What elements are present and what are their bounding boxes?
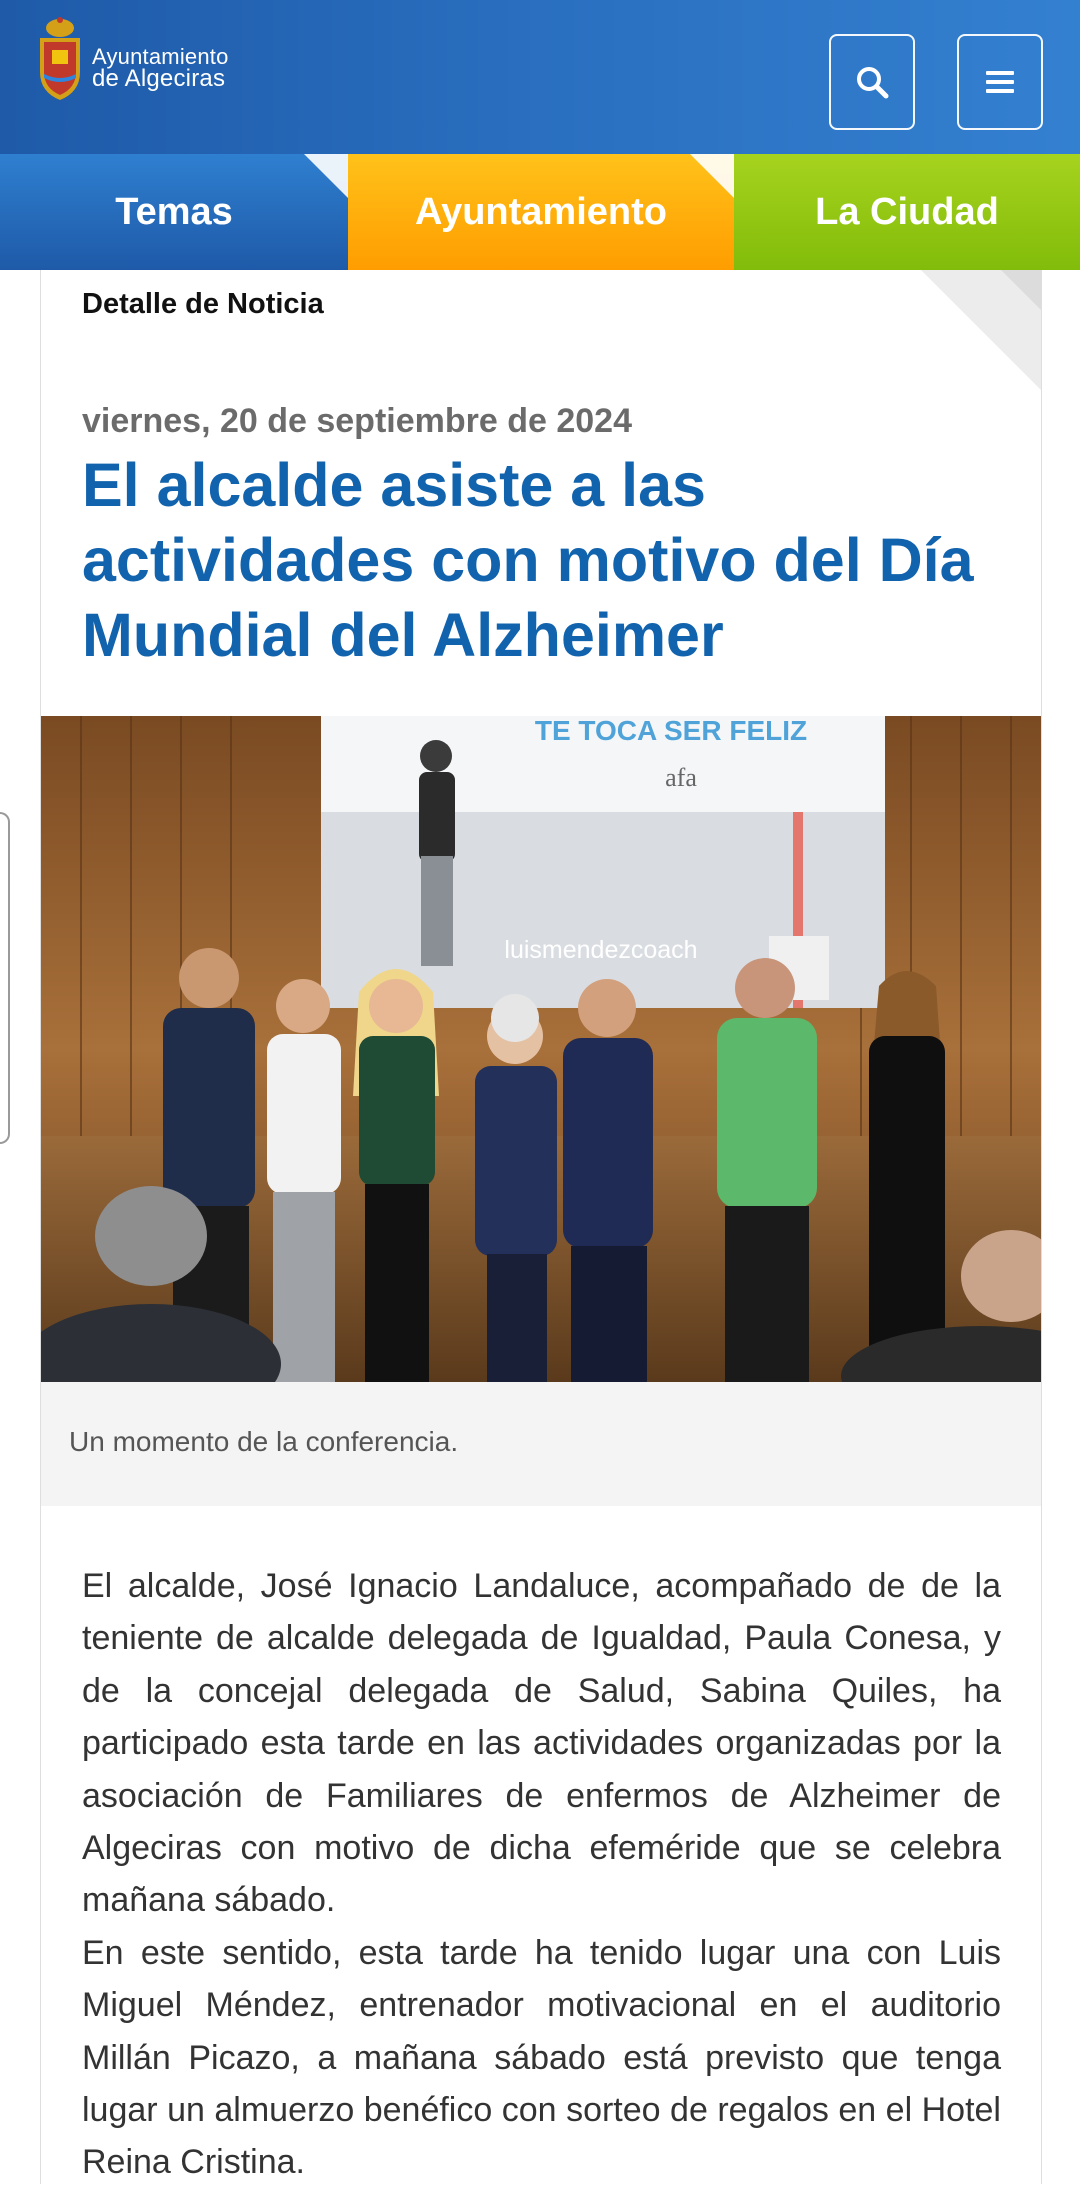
photo-caption: Un momento de la conferencia. — [69, 1426, 459, 1457]
caption-box — [41, 1382, 1041, 1506]
side-drawer-handle[interactable] — [0, 812, 10, 1144]
news-photo[interactable] — [41, 716, 1041, 1382]
logo-line-1: Ayuntamiento — [92, 44, 229, 69]
page-title: El alcalde asiste a las actividades con motivo del Día Mundial del Alzheimer — [82, 451, 974, 669]
tab-temas[interactable] — [0, 154, 348, 270]
main-nav — [0, 154, 1080, 270]
screen-brand: afa — [665, 763, 697, 792]
screen-heading: TE TOCA SER FELIZ — [534, 716, 808, 746]
search-icon — [855, 65, 889, 99]
logo-line-2: de Algeciras — [92, 65, 226, 92]
hamburger-menu-icon — [984, 68, 1016, 96]
article-body — [82, 1560, 1001, 2189]
article-paragraph: En este sentido, esta tarde ha tenido lugar una con Luis Miguel Méndez, entrenador motivacional en el auditorio Millán Picazo, a mañana sábado está previsto que tenga lugar un almuerzo benéfico con sorteo de regalos en el Hotel Reina Cristina. — [82, 1933, 1001, 2182]
article-paragraph: El alcalde, José Ignacio Landaluce, acompañado de de la teniente de alcalde delegada de Igualdad, Paula Conesa, y de la concejal delegada de Salud, Sabina Quiles, ha participado esta tarde en las actividades organizadas por la asociación de Familiares de enfermos de Alzheimer de Algeciras con motivo de dicha efeméride que se celebra mañana sábado. — [82, 1567, 1001, 1920]
tab-ayuntamiento[interactable] — [348, 154, 734, 270]
tab-la-ciudad[interactable] — [734, 154, 1080, 270]
menu-button[interactable] — [957, 34, 1043, 130]
conference-photo — [41, 716, 1041, 1382]
tab-fold-decoration — [304, 154, 348, 198]
city-coat-of-arms-logo[interactable] — [30, 16, 90, 104]
publish-date: viernes, 20 de septiembre de 2024 — [82, 402, 632, 440]
tab-temas-label: Temas — [115, 190, 233, 233]
tab-fold-decoration — [690, 154, 734, 198]
screen-handle: luismendezcoach — [504, 936, 698, 964]
site-name[interactable] — [92, 46, 229, 90]
tab-ayuntamiento-label: Ayuntamiento — [415, 190, 667, 233]
tab-la-ciudad-label: La Ciudad — [815, 190, 999, 233]
corner-decoration — [1001, 270, 1041, 310]
news-card — [40, 270, 1042, 2184]
search-button[interactable] — [829, 34, 915, 130]
breadcrumb: Detalle de Noticia — [82, 288, 324, 320]
site-header — [0, 0, 1080, 154]
